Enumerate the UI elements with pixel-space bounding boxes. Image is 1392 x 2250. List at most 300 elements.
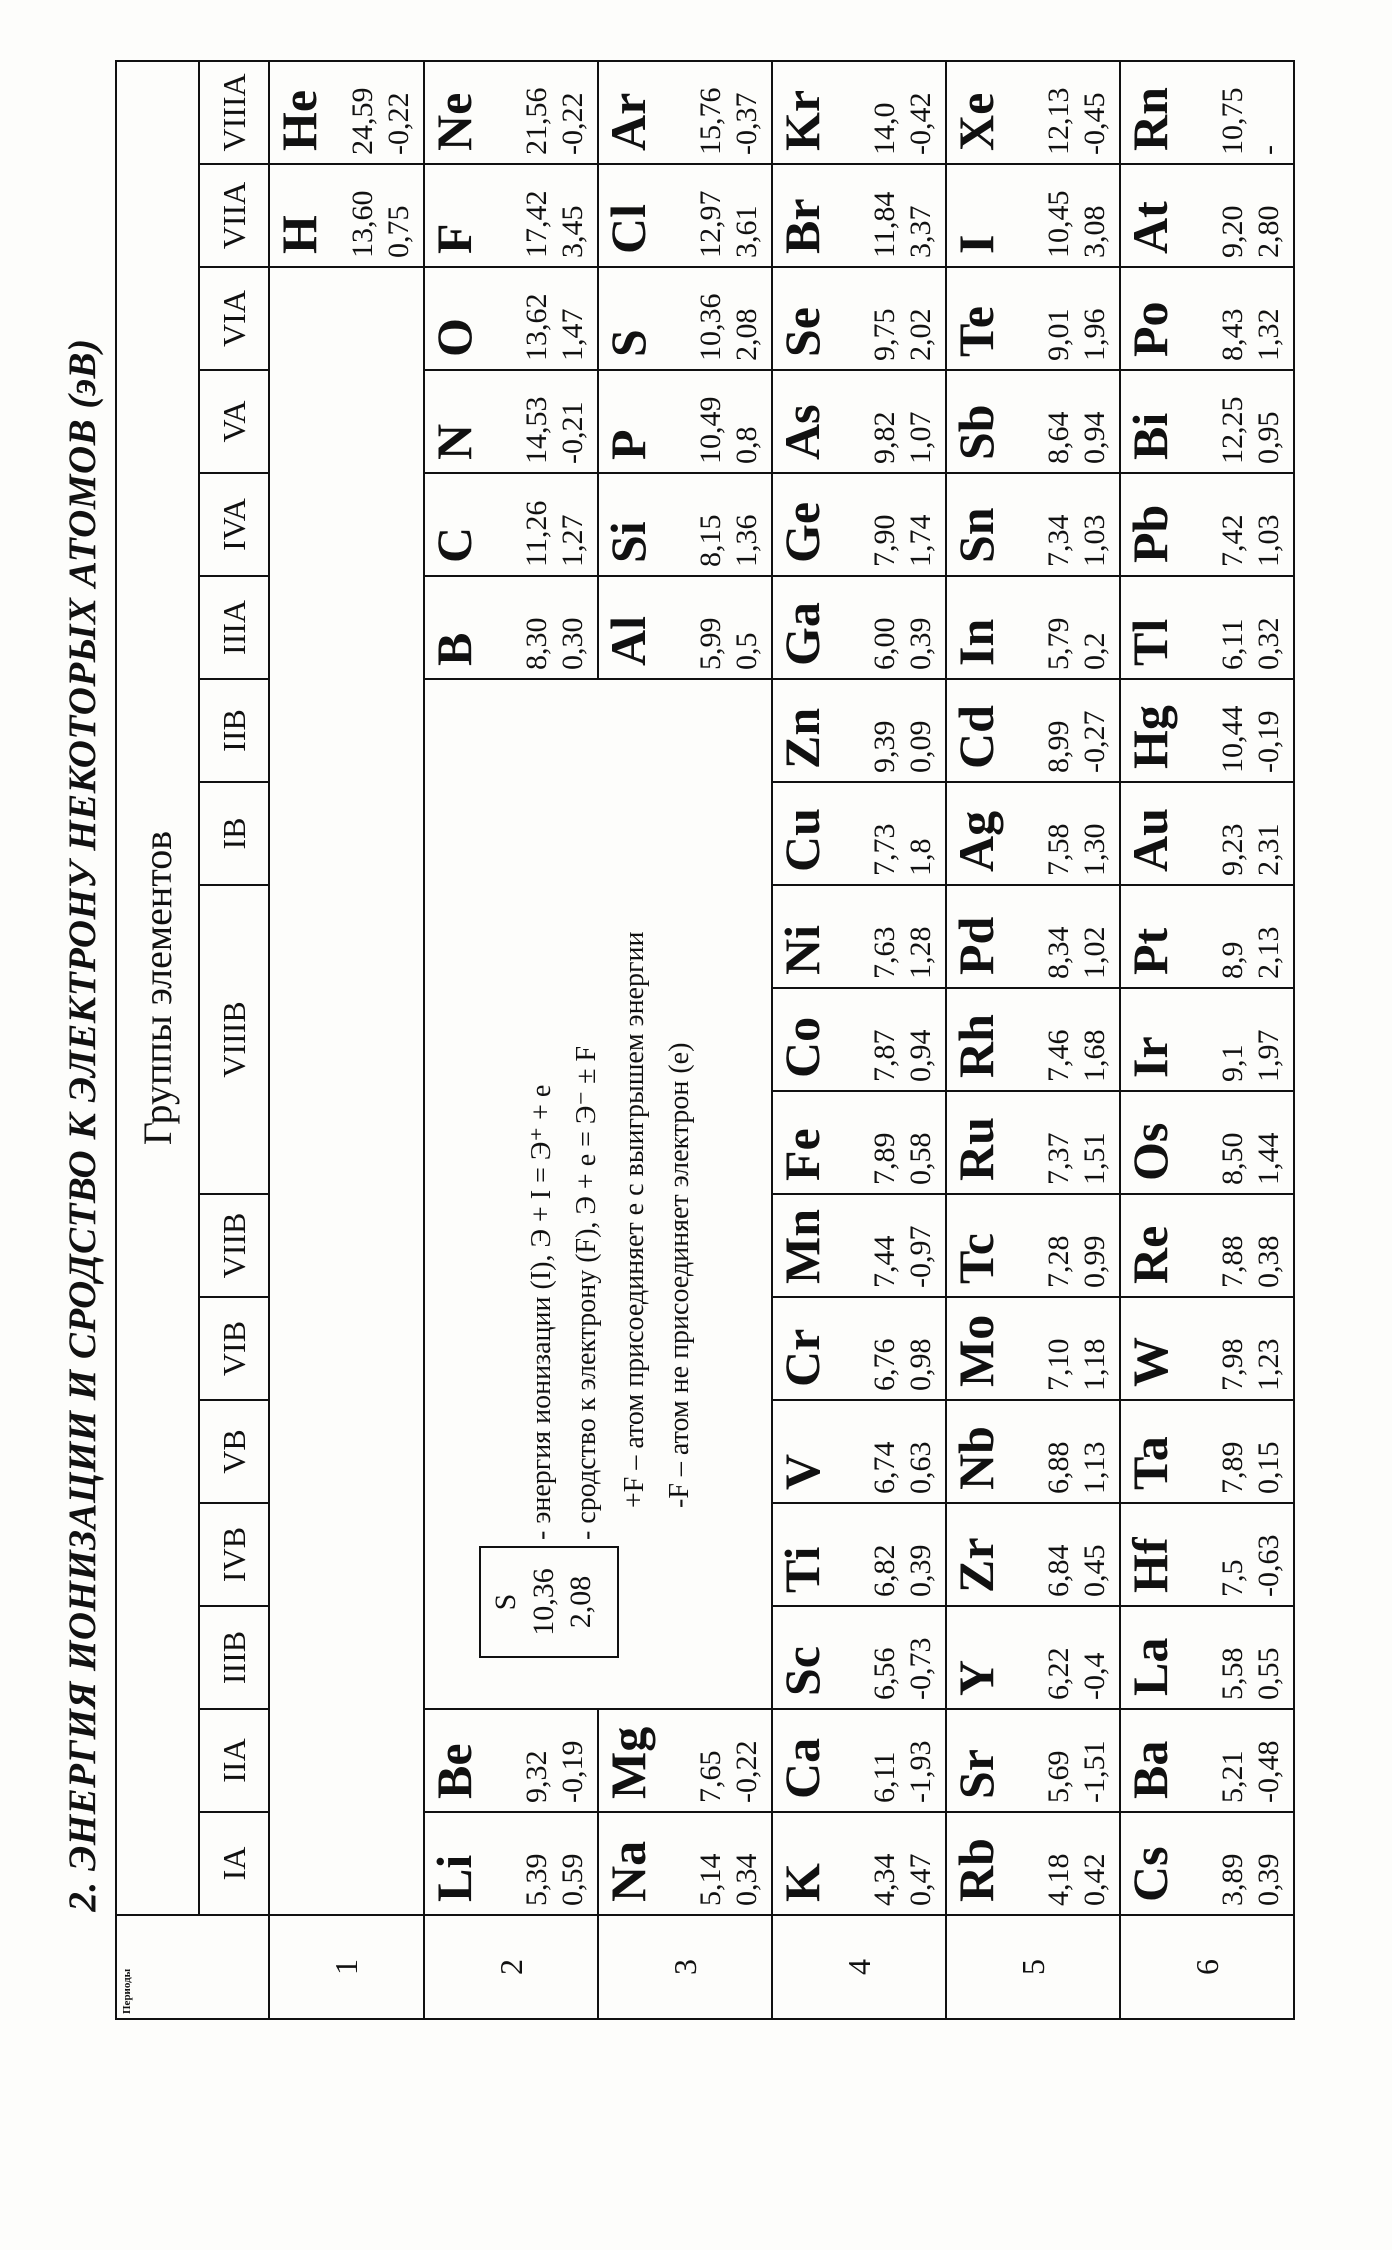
electron-affinity: 1,23 <box>1252 1338 1285 1391</box>
element-cell-cs <box>1120 1812 1294 1915</box>
ionization-energy: 14,53 <box>520 396 554 464</box>
element-symbol: Rh <box>948 1014 1005 1078</box>
element-symbol: Br <box>774 198 831 254</box>
ionization-energy: 7,89 <box>1216 1441 1249 1494</box>
period-number: 6 <box>1120 1915 1294 2019</box>
element-cell-mg <box>598 1709 772 1812</box>
electron-affinity: 1,28 <box>904 926 938 979</box>
element-symbol: Fe <box>774 1128 831 1181</box>
ionization-energy: 12,25 <box>1216 396 1249 464</box>
element-symbol: V <box>774 1453 831 1490</box>
electron-affinity: -1,51 <box>1078 1740 1112 1803</box>
periodic-table <box>115 60 1295 2020</box>
electron-affinity: 1,13 <box>1078 1441 1112 1494</box>
electron-affinity: 0,39 <box>904 1544 938 1597</box>
element-symbol: O <box>426 318 483 357</box>
element-symbol: Ru <box>948 1117 1005 1181</box>
element-symbol: P <box>600 429 657 460</box>
period-number: 1 <box>269 1915 424 2019</box>
element-symbol: Rb <box>948 1838 1005 1902</box>
ionization-energy: 7,46 <box>1042 1029 1076 1082</box>
element-symbol: Al <box>600 616 657 666</box>
electron-affinity: -0,97 <box>904 1225 938 1288</box>
element-symbol: Mn <box>774 1209 831 1284</box>
ionization-energy: 6,84 <box>1042 1544 1076 1597</box>
period-number: 4 <box>772 1915 946 2019</box>
element-symbol: Hg <box>1122 705 1179 769</box>
element-cell-ar <box>598 61 772 164</box>
group-header-row <box>199 61 269 2019</box>
ionization-energy: 7,88 <box>1216 1235 1249 1288</box>
element-symbol: In <box>948 618 1005 666</box>
ionization-energy: 9,1 <box>1216 1044 1249 1082</box>
ionization-energy: 11,26 <box>520 500 554 567</box>
element-symbol: Mo <box>948 1314 1005 1387</box>
ionization-energy: 7,34 <box>1042 514 1076 567</box>
element-cell-pb <box>1120 473 1294 576</box>
ionization-energy: 13,60 <box>346 190 380 258</box>
element-cell-h <box>269 164 424 267</box>
element-cell-la <box>1120 1606 1294 1709</box>
element-symbol: Bi <box>1122 412 1179 460</box>
element-cell-si <box>598 473 772 576</box>
element-cell-te <box>946 267 1120 370</box>
element-symbol: Cs <box>1122 1846 1179 1902</box>
group-header-va: VA <box>199 370 269 473</box>
ionization-energy: 8,34 <box>1042 926 1076 979</box>
electron-affinity: 2,80 <box>1252 205 1285 258</box>
group-header-iva: IVA <box>199 473 269 576</box>
element-symbol: K <box>774 1863 831 1902</box>
ionization-energy: 10,49 <box>694 396 728 464</box>
element-cell-cu <box>772 782 946 885</box>
legend-affinity: 2,08 <box>564 1575 598 1629</box>
ionization-energy: 6,76 <box>868 1338 902 1391</box>
element-cell-v <box>772 1400 946 1503</box>
group-header-viiib: VIIIB <box>199 885 269 1194</box>
element-symbol: Kr <box>774 89 831 151</box>
ionization-energy: 7,63 <box>868 926 902 979</box>
element-symbol: Sc <box>774 1646 831 1696</box>
ionization-energy: 14,0 <box>868 102 902 155</box>
group-header-viib: VIIB <box>199 1194 269 1297</box>
element-symbol: La <box>1122 1637 1179 1696</box>
electron-affinity: 1,32 <box>1252 308 1285 361</box>
electron-affinity: 2,13 <box>1252 926 1285 979</box>
ionization-energy: 10,36 <box>694 293 728 361</box>
element-symbol: Ar <box>600 92 657 151</box>
electron-affinity: 0,30 <box>556 617 590 670</box>
group-header-iiib: IIIB <box>199 1606 269 1709</box>
ionization-energy: 8,30 <box>520 617 554 670</box>
ionization-energy: 7,65 <box>694 1750 728 1803</box>
element-cell-po <box>1120 267 1294 370</box>
period-row-2 <box>424 61 598 2019</box>
element-cell-tc <box>946 1194 1120 1297</box>
electron-affinity: 0,09 <box>904 720 938 773</box>
ionization-energy: 6,11 <box>1216 618 1249 670</box>
element-cell-w <box>1120 1297 1294 1400</box>
element-cell-ta <box>1120 1400 1294 1503</box>
group-header-viiia: VIIIA <box>199 61 269 164</box>
electron-affinity: 1,03 <box>1078 514 1112 567</box>
element-cell-ti <box>772 1503 946 1606</box>
element-symbol: Te <box>948 306 1005 357</box>
electron-affinity: 0,38 <box>1252 1235 1285 1288</box>
electron-affinity: 2,02 <box>904 308 938 361</box>
ionization-energy: 17,42 <box>520 190 554 258</box>
element-symbol: Li <box>426 1854 483 1902</box>
element-symbol: Be <box>426 1743 483 1799</box>
electron-affinity: -0,22 <box>556 92 590 155</box>
ionization-energy: 5,21 <box>1216 1750 1249 1803</box>
element-cell-ne <box>424 61 598 164</box>
element-cell-n <box>424 370 598 473</box>
electron-affinity: 1,96 <box>1078 308 1112 361</box>
electron-affinity: - <box>1252 145 1285 155</box>
electron-affinity: 0,95 <box>1252 411 1285 464</box>
ionization-energy: 9,32 <box>520 1750 554 1803</box>
ionization-energy: 7,44 <box>868 1235 902 1288</box>
ionization-energy: 5,99 <box>694 617 728 670</box>
element-symbol: H <box>271 215 328 254</box>
element-symbol: Y <box>948 1659 1005 1696</box>
element-cell-sc <box>772 1606 946 1709</box>
element-cell-p <box>598 370 772 473</box>
element-symbol: Au <box>1122 808 1179 872</box>
ionization-energy: 10,75 <box>1216 87 1249 155</box>
period-number: 5 <box>946 1915 1120 2019</box>
electron-affinity: 1,74 <box>904 514 938 567</box>
page-title: 2. ЭНЕРГИЯ ИОНИЗАЦИИ И СРОДСТВО К ЭЛЕКТРОНУ НЕКОТОРЫХ АТОМОВ (эВ) <box>61 338 104 1912</box>
ionization-energy: 8,9 <box>1216 941 1249 979</box>
element-cell-rb <box>946 1812 1120 1915</box>
element-symbol: Tl <box>1122 618 1179 666</box>
ionization-energy: 12,97 <box>694 190 728 258</box>
electron-affinity: -0,73 <box>904 1637 938 1700</box>
electron-affinity: 0,94 <box>1078 411 1112 464</box>
element-symbol: Zr <box>948 1537 1005 1593</box>
element-cell-sb <box>946 370 1120 473</box>
ionization-energy: 7,28 <box>1042 1235 1076 1288</box>
element-cell-as <box>772 370 946 473</box>
element-symbol: Mg <box>600 1726 657 1799</box>
electron-affinity: 0,63 <box>904 1441 938 1494</box>
element-symbol: Sn <box>948 507 1005 563</box>
ionization-energy: 6,00 <box>868 617 902 670</box>
element-cell-s <box>598 267 772 370</box>
ionization-energy: 7,10 <box>1042 1338 1076 1391</box>
electron-affinity: 0,94 <box>904 1029 938 1082</box>
electron-affinity: 3,08 <box>1078 205 1112 258</box>
element-symbol: Cl <box>600 204 657 254</box>
element-symbol: Na <box>600 1840 657 1902</box>
element-symbol: Co <box>774 1016 831 1078</box>
element-cell-pd <box>946 885 1120 988</box>
electron-affinity: 1,02 <box>1078 926 1112 979</box>
element-symbol: Sr <box>948 1749 1005 1799</box>
ionization-energy: 10,45 <box>1042 190 1076 258</box>
element-cell-nb <box>946 1400 1120 1503</box>
electron-affinity: 0,34 <box>730 1853 764 1906</box>
ionization-energy: 6,56 <box>868 1647 902 1700</box>
electron-affinity: 1,07 <box>904 411 938 464</box>
ionization-energy: 9,75 <box>868 308 902 361</box>
ionization-energy: 6,74 <box>868 1441 902 1494</box>
ionization-energy: 7,58 <box>1042 823 1076 876</box>
electron-affinity: -0,63 <box>1252 1534 1285 1597</box>
element-cell-kr <box>772 61 946 164</box>
element-cell-se <box>772 267 946 370</box>
element-symbol: Zn <box>774 707 831 769</box>
element-symbol: Ca <box>774 1737 831 1799</box>
period-number: 2 <box>424 1915 598 2019</box>
ionization-energy: 8,43 <box>1216 308 1249 361</box>
group-header-ivb: IVB <box>199 1503 269 1606</box>
ionization-energy: 6,82 <box>868 1544 902 1597</box>
ionization-energy: 11,84 <box>868 191 902 258</box>
element-cell-at <box>1120 164 1294 267</box>
electron-affinity: 3,61 <box>730 205 764 258</box>
ionization-energy: 15,76 <box>694 87 728 155</box>
element-symbol: Pd <box>948 916 1005 975</box>
element-cell-pt <box>1120 885 1294 988</box>
element-symbol: Nb <box>948 1426 1005 1490</box>
group-header-iib: IIB <box>199 679 269 782</box>
electron-affinity: 0,98 <box>904 1338 938 1391</box>
element-cell-na <box>598 1812 772 1915</box>
element-symbol: Cu <box>774 808 831 872</box>
element-symbol: Ba <box>1122 1740 1179 1799</box>
element-cell-cd <box>946 679 1120 782</box>
element-symbol: I <box>948 234 1005 254</box>
element-symbol: Si <box>600 521 657 563</box>
electron-affinity: 1,47 <box>556 308 590 361</box>
element-symbol: F <box>426 223 483 254</box>
element-cell-ge <box>772 473 946 576</box>
electron-affinity: -0,4 <box>1078 1652 1112 1700</box>
group-header-vib: VIB <box>199 1297 269 1400</box>
element-symbol: Rn <box>1122 87 1179 151</box>
ionization-energy: 7,87 <box>868 1029 902 1082</box>
element-cell-ga <box>772 576 946 679</box>
ionization-energy: 7,90 <box>868 514 902 567</box>
electron-affinity: -0,48 <box>1252 1740 1285 1803</box>
period-number: 3 <box>598 1915 772 2019</box>
electron-affinity: 1,30 <box>1078 823 1112 876</box>
element-cell-xe <box>946 61 1120 164</box>
ionization-energy: 3,89 <box>1216 1853 1249 1906</box>
legend-line-positive: +F – атом присоединяет e с выигрышем энергии <box>619 931 651 1508</box>
electron-affinity: -0,21 <box>556 401 590 464</box>
element-symbol: Ti <box>774 1546 831 1593</box>
ionization-energy: 4,18 <box>1042 1853 1076 1906</box>
electron-affinity: 0,39 <box>1252 1853 1285 1906</box>
ionization-energy: 6,88 <box>1042 1441 1076 1494</box>
ionization-energy: 8,99 <box>1042 720 1076 773</box>
element-symbol: As <box>774 404 831 460</box>
element-cell-os <box>1120 1091 1294 1194</box>
electron-affinity: 3,37 <box>904 205 938 258</box>
element-symbol: Xe <box>948 92 1005 151</box>
empty-cell <box>269 267 424 1915</box>
ionization-energy: 5,79 <box>1042 617 1076 670</box>
element-cell-ir <box>1120 988 1294 1091</box>
electron-affinity: 0,42 <box>1078 1853 1112 1906</box>
ionization-energy: 9,39 <box>868 720 902 773</box>
element-cell-sn <box>946 473 1120 576</box>
element-symbol: Os <box>1122 1122 1179 1181</box>
ionization-energy: 8,64 <box>1042 411 1076 464</box>
legend-ionization: 10,36 <box>526 1568 560 1636</box>
element-symbol: Ag <box>948 810 1005 872</box>
ionization-energy: 9,23 <box>1216 823 1249 876</box>
element-cell-au <box>1120 782 1294 885</box>
element-cell-co <box>772 988 946 1091</box>
element-symbol: Sb <box>948 404 1005 460</box>
element-symbol: Ni <box>774 925 831 975</box>
electron-affinity: -0,45 <box>1078 92 1112 155</box>
electron-affinity: 0,39 <box>904 617 938 670</box>
element-cell-rh <box>946 988 1120 1091</box>
group-header-ia: IA <box>199 1812 269 1915</box>
element-cell-ag <box>946 782 1120 885</box>
ionization-energy: 7,5 <box>1216 1559 1249 1597</box>
element-symbol: Po <box>1122 301 1179 357</box>
periods-label: Периоды <box>121 1968 133 2014</box>
electron-affinity: 1,18 <box>1078 1338 1112 1391</box>
element-symbol: Ne <box>426 92 483 151</box>
ionization-energy: 8,15 <box>694 514 728 567</box>
periods-header <box>116 1915 269 2019</box>
period-row-6 <box>1120 61 1294 2019</box>
ionization-energy: 4,34 <box>868 1853 902 1906</box>
element-cell-in <box>946 576 1120 679</box>
element-symbol: Hf <box>1122 1537 1179 1593</box>
ionization-energy: 6,11 <box>868 1751 902 1803</box>
electron-affinity: -0,19 <box>556 1740 590 1803</box>
element-cell-hf <box>1120 1503 1294 1606</box>
ionization-energy: 7,37 <box>1042 1132 1076 1185</box>
electron-affinity: -0,37 <box>730 92 764 155</box>
element-cell-cl <box>598 164 772 267</box>
legend-line-ionization: - энергия ионизации (I), Э + I = Э⁺ + e <box>526 1084 558 1540</box>
electron-affinity: 1,97 <box>1252 1029 1285 1082</box>
electron-affinity: 2,31 <box>1252 823 1285 876</box>
group-header-iia: IIA <box>199 1709 269 1812</box>
element-cell-ba <box>1120 1709 1294 1812</box>
period-row-4 <box>772 61 946 2019</box>
element-cell-mo <box>946 1297 1120 1400</box>
ionization-energy: 5,58 <box>1216 1647 1249 1700</box>
electron-affinity: 1,51 <box>1078 1132 1112 1185</box>
period-row-5 <box>946 61 1120 2019</box>
element-cell-f <box>424 164 598 267</box>
element-symbol: Se <box>774 307 831 357</box>
element-cell-ca <box>772 1709 946 1812</box>
electron-affinity: 0,55 <box>1252 1647 1285 1700</box>
ionization-energy: 21,56 <box>520 87 554 155</box>
electron-affinity: 2,08 <box>730 308 764 361</box>
electron-affinity: -0,42 <box>904 92 938 155</box>
groups-title: Группы элементов <box>116 61 199 1915</box>
element-cell-zn <box>772 679 946 782</box>
ionization-energy: 9,20 <box>1216 205 1249 258</box>
ionization-energy: 5,14 <box>694 1853 728 1906</box>
legend-area <box>424 679 772 1709</box>
electron-affinity: 0,58 <box>904 1132 938 1185</box>
element-cell-li <box>424 1812 598 1915</box>
element-cell-he <box>269 61 424 164</box>
electron-affinity: 0,75 <box>382 205 416 258</box>
group-header-viia: VIIA <box>199 164 269 267</box>
element-symbol: Pt <box>1122 927 1179 975</box>
element-cell-k <box>772 1812 946 1915</box>
electron-affinity: 1,36 <box>730 514 764 567</box>
electron-affinity: -0,19 <box>1252 710 1285 773</box>
element-cell-br <box>772 164 946 267</box>
ionization-energy: 5,69 <box>1042 1750 1076 1803</box>
ionization-energy: 9,01 <box>1042 308 1076 361</box>
element-cell-re <box>1120 1194 1294 1297</box>
ionization-energy: 12,13 <box>1042 87 1076 155</box>
period-row-1 <box>269 61 424 2019</box>
electron-affinity: 0,2 <box>1078 632 1112 670</box>
element-cell-al <box>598 576 772 679</box>
electron-affinity: 0,5 <box>730 632 764 670</box>
electron-affinity: 0,15 <box>1252 1441 1285 1494</box>
element-symbol: B <box>426 632 483 666</box>
element-symbol: At <box>1122 201 1179 254</box>
element-cell-hg <box>1120 679 1294 782</box>
ionization-energy: 13,62 <box>520 293 554 361</box>
electron-affinity: 0,47 <box>904 1853 938 1906</box>
group-header-iiia: IIIA <box>199 576 269 679</box>
electron-affinity: 1,44 <box>1252 1132 1285 1185</box>
element-symbol: Re <box>1122 1225 1179 1284</box>
electron-affinity: 1,03 <box>1252 514 1285 567</box>
element-cell-bi <box>1120 370 1294 473</box>
group-header-ib: IB <box>199 782 269 885</box>
element-cell-be <box>424 1709 598 1812</box>
electron-affinity: 0,32 <box>1252 617 1285 670</box>
element-cell-tl <box>1120 576 1294 679</box>
element-cell-fe <box>772 1091 946 1194</box>
electron-affinity: 0,99 <box>1078 1235 1112 1288</box>
legend-line-affinity: - сродство к электрону (F), Э + e = Э⁻ ± F <box>571 1045 603 1540</box>
ionization-energy: 7,73 <box>868 823 902 876</box>
legend-symbol: S <box>489 1593 523 1611</box>
element-symbol: Cr <box>774 1328 831 1387</box>
element-cell-ru <box>946 1091 1120 1194</box>
electron-affinity: 3,45 <box>556 205 590 258</box>
element-cell-mn <box>772 1194 946 1297</box>
element-symbol: Ir <box>1122 1036 1179 1078</box>
legend-sample-cell <box>479 1546 619 1658</box>
element-cell-b <box>424 576 598 679</box>
legend-line-negative: -F – атом не присоединяет электрон (e) <box>664 1042 696 1508</box>
element-cell-rn <box>1120 61 1294 164</box>
element-cell-ni <box>772 885 946 988</box>
electron-affinity: -0,22 <box>382 92 416 155</box>
group-header-via: VIA <box>199 267 269 370</box>
element-symbol: C <box>426 526 483 563</box>
element-symbol: W <box>1122 1337 1179 1387</box>
ionization-energy: 5,39 <box>520 1853 554 1906</box>
ionization-energy: 7,98 <box>1216 1338 1249 1391</box>
element-symbol: Cd <box>948 705 1005 769</box>
electron-affinity: 1,27 <box>556 514 590 567</box>
